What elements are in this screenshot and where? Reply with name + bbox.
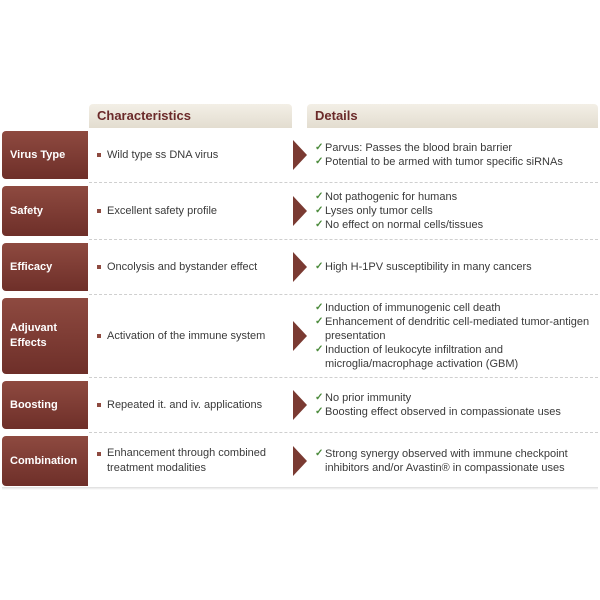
characteristic-text: Wild type ss DNA virus (107, 148, 219, 161)
row-label: Efficacy (2, 243, 88, 291)
checkmark-icon: ✓ (315, 448, 324, 459)
table-row (0, 243, 600, 291)
details-cell (307, 131, 598, 179)
checkmark-icon: ✓ (315, 219, 324, 230)
characteristic-cell (89, 186, 292, 236)
details-cell (307, 436, 598, 486)
square-bullet-icon (97, 265, 101, 269)
detail-item (315, 204, 598, 218)
characteristic-text: Oncolysis and bystander effect (107, 260, 258, 273)
detail-text: Induction of leukocyte infiltration and microglia/macrophage activation (GBM) (325, 344, 519, 370)
chevron-right-icon (293, 436, 307, 486)
row-label: Virus Type (2, 131, 88, 179)
detail-item (315, 218, 598, 232)
detail-text: High H-1PV susceptibility in many cancers (325, 261, 532, 273)
chevron-right-icon (293, 131, 307, 179)
detail-item (315, 315, 598, 343)
row-label: Combination (2, 436, 88, 486)
detail-item (315, 301, 598, 315)
detail-text: Not pathogenic for humans (325, 191, 458, 203)
checkmark-icon: ✓ (315, 344, 324, 355)
detail-text: No effect on normal cells/tissues (325, 219, 484, 231)
details-cell (307, 243, 598, 291)
details-cell (307, 298, 598, 374)
row-divider (89, 182, 598, 183)
characteristic-cell (89, 381, 292, 429)
detail-text: No prior immunity (325, 392, 412, 404)
details-cell (307, 381, 598, 429)
table-row (0, 436, 600, 486)
detail-item (315, 447, 598, 475)
checkmark-icon: ✓ (315, 392, 324, 403)
square-bullet-icon (97, 209, 101, 213)
table-row (0, 186, 600, 236)
details-cell (307, 186, 598, 236)
detail-text: Boosting effect observed in compassionate uses (325, 406, 561, 418)
square-bullet-icon (97, 334, 101, 338)
square-bullet-icon (97, 153, 101, 157)
chevron-right-icon (293, 243, 307, 291)
checkmark-icon: ✓ (315, 205, 324, 216)
detail-item (315, 141, 598, 155)
checkmark-icon: ✓ (315, 316, 324, 327)
characteristic-text: Activation of the immune system (107, 329, 266, 342)
checkmark-icon: ✓ (315, 142, 324, 153)
detail-item (315, 343, 598, 371)
characteristic-text: Repeated it. and iv. applications (107, 398, 263, 411)
row-divider (89, 377, 598, 378)
row-label: Adjuvant Effects (2, 298, 88, 374)
table-row (0, 131, 600, 179)
detail-item (315, 391, 598, 405)
chevron-right-icon (293, 186, 307, 236)
table-row (0, 381, 600, 429)
characteristic-cell (89, 436, 292, 486)
characteristics-header: Characteristics (89, 104, 292, 128)
characteristic-text: Excellent safety profile (107, 204, 218, 217)
row-label: Boosting (2, 381, 88, 429)
row-label: Safety (2, 186, 88, 236)
detail-item (315, 260, 598, 274)
detail-text: Potential to be armed with tumor specific siRNAs (325, 156, 563, 168)
checkmark-icon: ✓ (315, 302, 324, 313)
checkmark-icon: ✓ (315, 156, 324, 167)
checkmark-icon: ✓ (315, 191, 324, 202)
row-divider (89, 294, 598, 295)
characteristic-text: Enhancement through combined treatment modalities (107, 447, 266, 474)
checkmark-icon: ✓ (315, 406, 324, 417)
row-divider (89, 432, 598, 433)
detail-item (315, 190, 598, 204)
detail-text: Parvus: Passes the blood brain barrier (325, 142, 513, 154)
details-header: Details (307, 104, 598, 128)
chevron-right-icon (293, 381, 307, 429)
detail-text: Strong synergy observed with immune checkpoint inhibitors and/or Avastin® in compassionate uses (325, 448, 568, 474)
detail-text: Enhancement of dendritic cell-mediated tumor-antigen presentation (325, 316, 590, 342)
characteristic-cell (89, 298, 292, 374)
detail-item (315, 405, 598, 419)
detail-text: Induction of immunogenic cell death (325, 302, 501, 314)
square-bullet-icon (97, 452, 101, 456)
detail-text: Lyses only tumor cells (325, 205, 433, 217)
detail-item (315, 155, 598, 169)
checkmark-icon: ✓ (315, 261, 324, 272)
characteristic-cell (89, 243, 292, 291)
table-bottom-shadow (2, 487, 598, 490)
chevron-right-icon (293, 298, 307, 374)
row-divider (89, 239, 598, 240)
square-bullet-icon (97, 403, 101, 407)
characteristic-cell (89, 131, 292, 179)
table-row (0, 298, 600, 374)
